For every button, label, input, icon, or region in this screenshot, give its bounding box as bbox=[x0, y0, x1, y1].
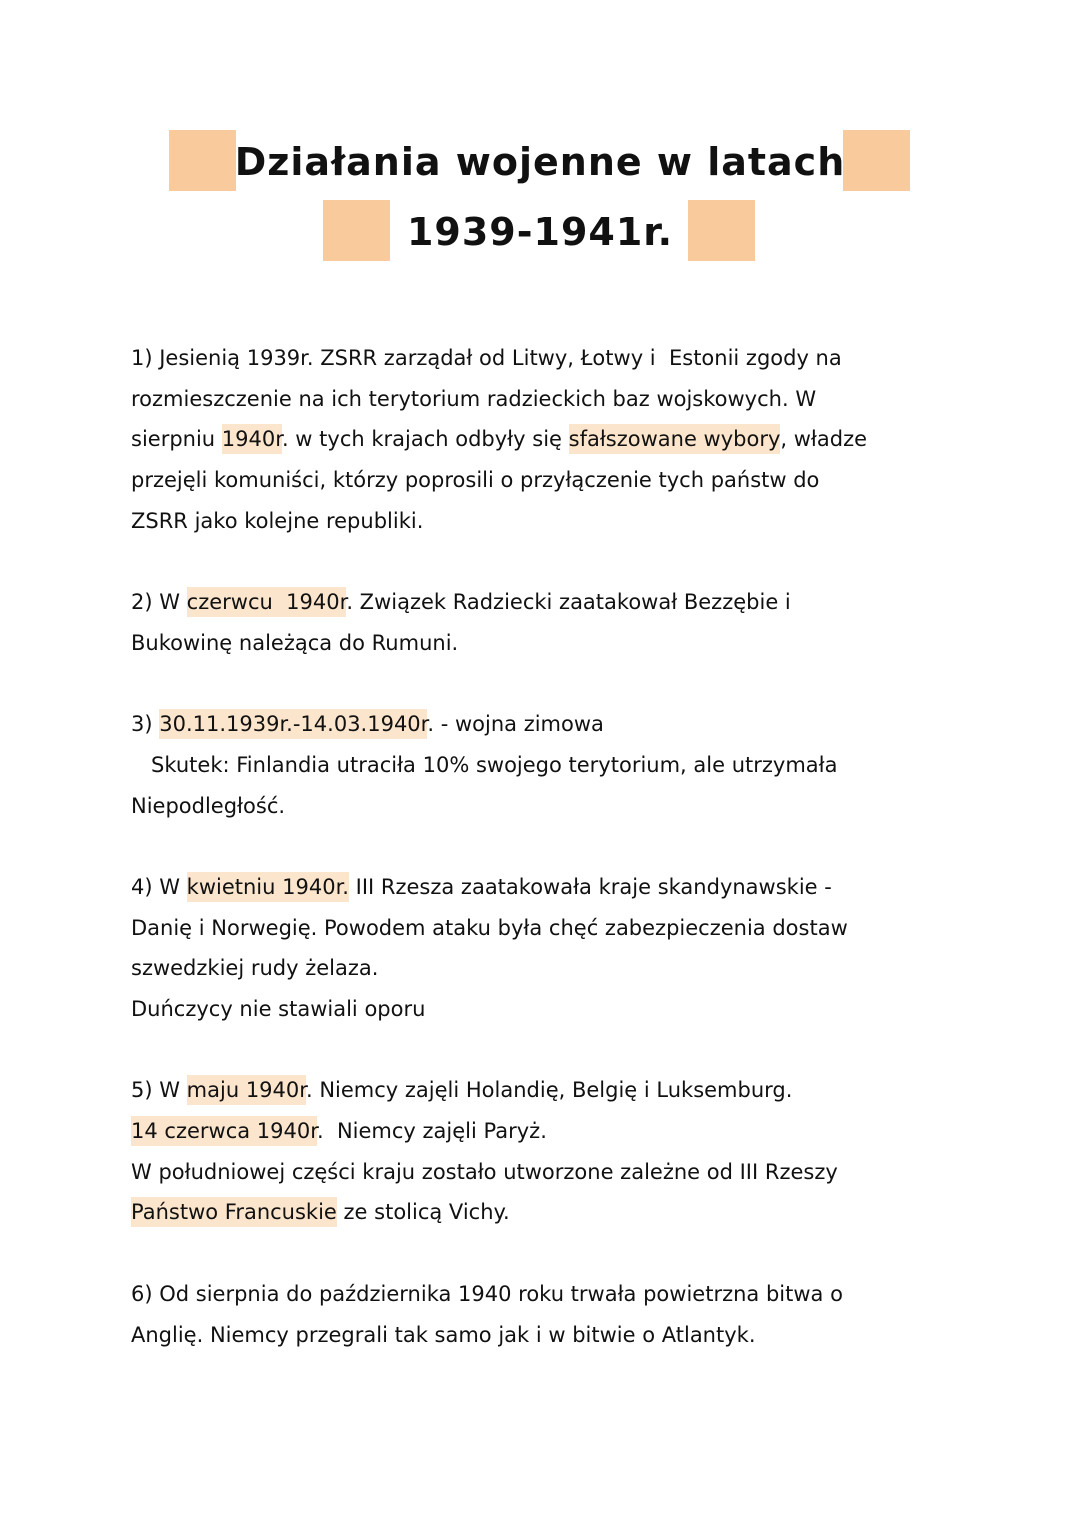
text-line bbox=[131, 379, 867, 420]
text-segment: rozmieszczenie na ich terytorium radzieckich baz wojskowych. W bbox=[131, 386, 817, 411]
text-segment: ze stolicą Vichy. bbox=[336, 1200, 510, 1225]
text-line bbox=[131, 623, 867, 664]
text-segment: 5) W bbox=[131, 1078, 187, 1103]
highlighted-text: maju 1940r bbox=[187, 1075, 306, 1105]
text-segment: sierpniu bbox=[131, 427, 222, 452]
text-line bbox=[131, 867, 867, 908]
paragraph-6 bbox=[131, 1274, 867, 1355]
text-segment: ZSRR jako kolejne republiki. bbox=[131, 508, 424, 533]
text-line bbox=[131, 460, 867, 501]
text-segment: Danię i Norwegię. Powodem ataku była chęć zabezpieczenia dostaw bbox=[131, 915, 848, 940]
highlighted-text: 14 czerwca 1940r bbox=[131, 1116, 317, 1146]
paragraph-5 bbox=[131, 1070, 867, 1233]
text-line bbox=[131, 1070, 867, 1111]
text-segment: Duńczycy nie stawiali oporu bbox=[131, 997, 426, 1021]
text-segment: Niepodległość. bbox=[131, 793, 286, 818]
text-line bbox=[131, 1111, 867, 1152]
text-line bbox=[131, 745, 867, 786]
text-segment: 4) W bbox=[131, 874, 187, 899]
text-line bbox=[131, 1315, 867, 1356]
text-segment: III Rzesza zaatakowała kraje skandynawskie - bbox=[348, 874, 832, 899]
text-line bbox=[131, 786, 867, 827]
page-title-line-1: Działania wojenne w latach bbox=[234, 140, 846, 184]
text-line bbox=[131, 501, 867, 542]
text-segment: 1) Jesienią 1939r. ZSRR zarządał od Litwy, Łotwy i Estonii zgody na bbox=[131, 346, 842, 370]
text-segment: W południowej części kraju zostało utworzone zależne od III Rzeszy bbox=[131, 1159, 838, 1184]
paragraph-4 bbox=[131, 867, 867, 1030]
highlighted-text: Państwo Francuskie bbox=[131, 1197, 337, 1227]
paragraph-2 bbox=[131, 582, 867, 663]
highlighted-text: 1940r bbox=[222, 424, 282, 454]
page-title-line-2: 1939-1941r. bbox=[406, 210, 674, 254]
text-line bbox=[131, 989, 867, 1030]
text-segment: przejęli komuniści, którzy poprosili o przyłączenie tych państw do bbox=[131, 468, 820, 493]
text-segment: . Niemcy zajęli Paryż. bbox=[316, 1119, 547, 1144]
text-line bbox=[131, 582, 867, 623]
text-line bbox=[131, 704, 867, 745]
text-segment: . - wojna zimowa bbox=[427, 712, 604, 737]
text-line bbox=[131, 1152, 867, 1193]
text-segment: Bukowinę należąca do Rumuni. bbox=[131, 630, 459, 655]
highlighted-text: kwietniu 1940r. bbox=[187, 872, 349, 902]
text-line bbox=[131, 419, 867, 460]
text-segment: 2) W bbox=[131, 590, 187, 615]
text-segment: , władze bbox=[780, 427, 868, 452]
highlighted-text: 30.11.1939r.-14.03.1940r bbox=[159, 709, 427, 739]
text-line bbox=[131, 1274, 867, 1315]
text-segment: . Związek Radziecki zaatakował Bezzębie i bbox=[346, 590, 791, 615]
document-body bbox=[131, 338, 867, 1396]
text-segment: . Niemcy zajęli Holandię, Belgię i Luksemburg. bbox=[305, 1078, 793, 1103]
text-segment: Anglię. Niemcy przegrali tak samo jak i w bitwie o Atlantyk. bbox=[131, 1322, 756, 1347]
highlighted-text: sfałszowane wybory bbox=[569, 424, 781, 454]
text-line bbox=[131, 908, 867, 949]
text-line bbox=[131, 1192, 867, 1233]
paragraph-3 bbox=[131, 704, 867, 826]
text-line bbox=[131, 948, 867, 989]
highlighted-text: czerwcu 1940r bbox=[187, 587, 347, 617]
text-segment: Skutek: Finlandia utraciła 10% swojego terytorium, ale utrzymała bbox=[131, 752, 838, 777]
text-segment: szwedzkiej rudy żelaza. bbox=[131, 956, 379, 981]
text-segment: . w tych krajach odbyły się bbox=[281, 427, 569, 452]
paragraph-1 bbox=[131, 338, 867, 541]
text-segment: 3) bbox=[131, 712, 160, 737]
text-segment: 6) Od sierpnia do października 1940 roku trwała powietrzna bitwa o bbox=[131, 1281, 843, 1306]
text-line bbox=[131, 338, 867, 379]
